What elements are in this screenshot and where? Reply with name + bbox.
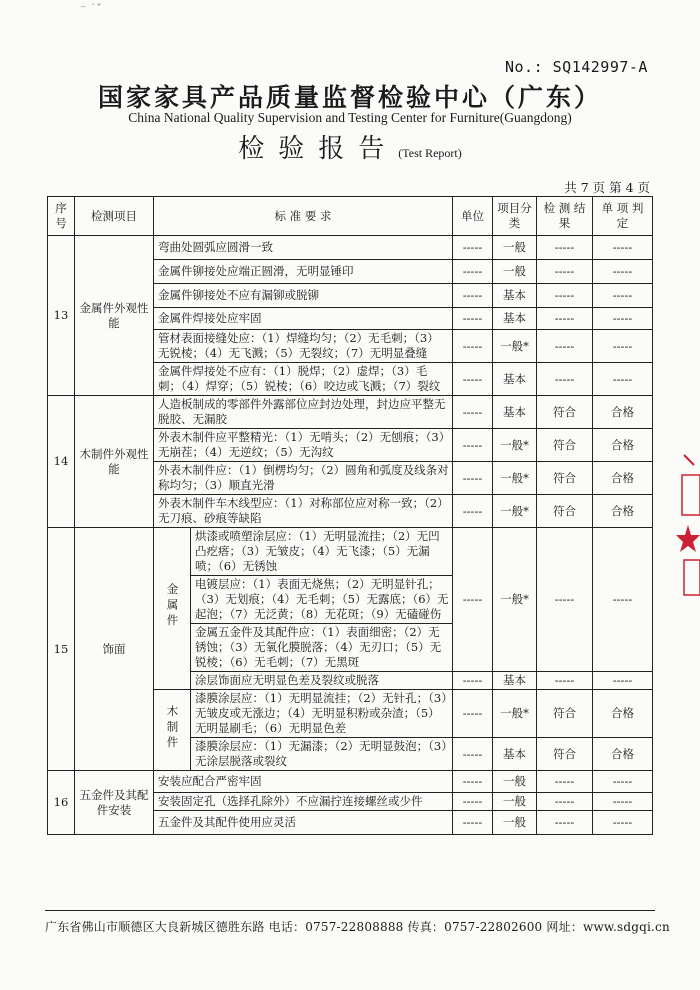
class-cell: 基本	[493, 363, 537, 396]
unit-cell: -----	[453, 738, 493, 771]
result-cell: -----	[537, 672, 593, 690]
class-cell: 一般*	[493, 462, 537, 495]
header-class: 项目分类	[493, 197, 537, 236]
subgroup-metal	[154, 528, 191, 690]
inspection-table	[47, 196, 653, 835]
judge-cell: -----	[593, 771, 653, 793]
page-info: 共 7 页 第 4 页	[564, 180, 650, 195]
class-cell: 一般	[493, 236, 537, 260]
result-cell: 符合	[537, 396, 593, 429]
section-number: 13	[48, 236, 75, 396]
class-cell: 一般*	[493, 429, 537, 462]
requirement-cell: 弯曲处圆弧应圆滑一致	[154, 236, 453, 260]
result-cell: -----	[537, 260, 593, 284]
header-result: 检 测 结 果	[537, 197, 593, 236]
class-cell: 基本	[493, 396, 537, 429]
table-row	[48, 528, 653, 576]
class-cell: 一般	[493, 771, 537, 793]
subgroup-wood-label: 木制件	[165, 704, 180, 752]
class-cell: 基本	[493, 738, 537, 771]
scan-mark: ⁻ ˙ˇ	[80, 2, 103, 16]
class-cell: 一般	[493, 811, 537, 835]
result-cell: -----	[537, 793, 593, 811]
judge-cell: -----	[593, 672, 653, 690]
result-cell: -----	[537, 771, 593, 793]
table-header-row	[48, 197, 653, 236]
unit-cell: -----	[453, 236, 493, 260]
requirement-cell: 外表木制件应平整精光：（1）无啃头；（2）无刨痕；（3）无崩茬；（4）无逆纹；（5）无沟纹	[154, 429, 453, 462]
requirement-cell: 金属件焊接处不应有：（1）脱焊；（2）虚焊；（3）毛刺；（4）焊穿；（5）锐棱；（6）咬边或飞溅；（7）裂纹	[154, 363, 453, 396]
result-cell: -----	[537, 236, 593, 260]
result-cell: -----	[537, 528, 593, 672]
class-cell: 一般*	[493, 528, 537, 672]
unit-cell: -----	[453, 672, 493, 690]
unit-cell: -----	[453, 462, 493, 495]
requirement-cell: 外表木制件车木线型应：（1）对称部位应对称一致；（2）无刀痕、砂痕等缺陷	[154, 495, 453, 528]
result-cell: 符合	[537, 690, 593, 738]
table-row	[48, 771, 653, 793]
header-requirement: 标 准 要 求	[154, 197, 453, 236]
result-cell: -----	[537, 330, 593, 363]
class-cell: 一般*	[493, 330, 537, 363]
footer-contact: 广东省佛山市顺德区大良新城区德胜东路 电话：0757-22808888 传真：0757-22802600 网址：www.sdgqi.cn	[45, 920, 670, 934]
requirement-cell: 漆膜涂层应：（1）无明显流挂；（2）无针孔；（3）无皱皮或无涨边；（4）无明显积粉或杂渣；（5）无明显刷毛；（6）无明显色差	[191, 690, 453, 738]
requirement-cell: 人造板制成的零部件外露部位应封边处理，封边应平整无脱胶、无漏胶	[154, 396, 453, 429]
report-title-en: (Test Report)	[398, 146, 462, 160]
requirement-cell: 安装固定孔（选择孔除外）不应漏拧连接螺丝或少件	[154, 793, 453, 811]
requirement-cell: 金属五金件及其配件应：（1）表面细密；（2）无锈蚀；（3）无氧化膜脱落；（4）无刃口；（5）无锐棱；（6）无毛刺；（7）无黑斑	[191, 624, 453, 672]
requirement-cell: 烘漆或喷塑涂层应：（1）无明显流挂；（2）无凹凸疙瘩；（3）无皱皮；（4）无飞漆；（5）无漏喷；（6）无锈蚀	[191, 528, 453, 576]
table-row	[48, 236, 653, 260]
section-number: 14	[48, 396, 75, 528]
judge-cell: -----	[593, 260, 653, 284]
class-cell: 基本	[493, 672, 537, 690]
table-row	[48, 396, 653, 429]
section-item: 金属件外观性能	[75, 236, 154, 396]
class-cell: 一般	[493, 793, 537, 811]
result-cell: 符合	[537, 429, 593, 462]
unit-cell: -----	[453, 429, 493, 462]
judge-cell: -----	[593, 236, 653, 260]
requirement-cell: 五金件及其配件使用应灵活	[154, 811, 453, 835]
class-cell: 基本	[493, 308, 537, 330]
unit-cell: -----	[453, 811, 493, 835]
result-cell: 符合	[537, 462, 593, 495]
result-cell: 符合	[537, 495, 593, 528]
judge-cell: 合格	[593, 690, 653, 738]
judge-cell: 合格	[593, 396, 653, 429]
class-cell: 基本	[493, 284, 537, 308]
result-cell: -----	[537, 308, 593, 330]
unit-cell: -----	[453, 330, 493, 363]
requirement-cell: 漆膜涂层应：（1）无漏漆；（2）无明显鼓泡；（3）无涂层脱落或裂纹	[191, 738, 453, 771]
judge-cell: 合格	[593, 462, 653, 495]
unit-cell: -----	[453, 308, 493, 330]
judge-cell: 合格	[593, 495, 653, 528]
subgroup-metal-label: 金属件	[165, 583, 180, 630]
judge-cell: -----	[593, 363, 653, 396]
class-cell: 一般*	[493, 495, 537, 528]
unit-cell: -----	[453, 771, 493, 793]
class-cell: 一般	[493, 260, 537, 284]
organization-title: 国家家具产品质量监督检验中心（广东）	[97, 83, 602, 112]
judge-cell: -----	[593, 330, 653, 363]
requirement-cell: 管材表面接缝处应：（1）焊缝均匀；（2）无毛刺；（3）无锐棱；（4）无飞溅；（5）无裂纹；（7）无明显叠缝	[154, 330, 453, 363]
unit-cell: -----	[453, 690, 493, 738]
judge-cell: -----	[593, 528, 653, 672]
report-title-cn: 检验报告	[238, 134, 399, 164]
footer-divider	[45, 910, 655, 911]
document-number: No.: SQ142997-A	[505, 58, 648, 76]
judge-cell: 合格	[593, 429, 653, 462]
judge-cell: -----	[593, 308, 653, 330]
subgroup-wood	[154, 690, 191, 771]
judge-cell: -----	[593, 811, 653, 835]
requirement-cell: 金属件焊接处应牢固	[154, 308, 453, 330]
section-item: 五金件及其配件安装	[75, 771, 154, 835]
judge-cell: 合格	[593, 738, 653, 771]
result-cell: -----	[537, 363, 593, 396]
requirement-cell: 金属件铆接处不应有漏铆或脱铆	[154, 284, 453, 308]
section-item: 饰面	[75, 528, 154, 771]
class-cell: 一般*	[493, 690, 537, 738]
judge-cell: -----	[593, 793, 653, 811]
header-item: 检测项目	[75, 197, 154, 236]
header-unit: 单位	[453, 197, 493, 236]
unit-cell: -----	[453, 396, 493, 429]
requirement-cell: 金属件铆接处应端正圆滑，无明显锤印	[154, 260, 453, 284]
section-number: 15	[48, 528, 75, 771]
unit-cell: -----	[453, 363, 493, 396]
result-cell: 符合	[537, 738, 593, 771]
requirement-cell: 涂层饰面应无明显色差及裂纹或脱落	[191, 672, 453, 690]
header-judgement: 单 项 判 定	[593, 197, 653, 236]
seal-stamp-fragment	[676, 450, 700, 610]
report-title	[0, 128, 700, 165]
section-item: 木制件外观性能	[75, 396, 154, 528]
section-number: 16	[48, 771, 75, 835]
unit-cell: -----	[453, 260, 493, 284]
unit-cell: -----	[453, 284, 493, 308]
result-cell: -----	[537, 811, 593, 835]
unit-cell: -----	[453, 528, 493, 672]
organization-title-en: China National Quality Supervision and Testing Center for Furniture(Guangdong)	[128, 110, 572, 125]
unit-cell: -----	[453, 495, 493, 528]
requirement-cell: 安装应配合严密牢固	[154, 771, 453, 793]
result-cell: -----	[537, 284, 593, 308]
judge-cell: -----	[593, 284, 653, 308]
unit-cell: -----	[453, 793, 493, 811]
header-no: 序号	[48, 197, 75, 236]
requirement-cell: 外表木制件应：（1）倒楞均匀；（2）圆角和弧度及线条对称均匀；（3）顺直光滑	[154, 462, 453, 495]
requirement-cell: 电镀层应：（1）表面无烧焦；（2）无明显针孔；（3）无划痕；（4）无毛刺；（5）无露底；（6）无起泡；（7）无泛黄；（8）无花斑；（9）无磕碰伤	[191, 576, 453, 624]
